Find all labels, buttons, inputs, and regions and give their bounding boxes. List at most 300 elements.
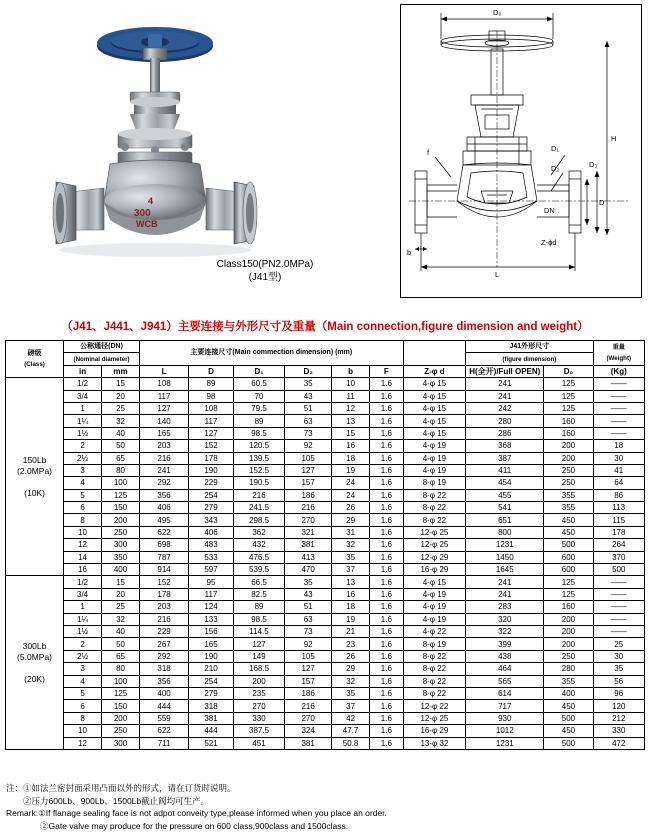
th-class-en: (Class): [24, 361, 45, 369]
table-cell: ——: [593, 402, 644, 414]
th-zd-top: [403, 341, 466, 366]
table-cell: 47.7: [332, 725, 370, 737]
table-row: [6, 551, 645, 563]
th-fig-en: (figure dimension): [466, 353, 593, 365]
table-cell: 622: [140, 725, 189, 737]
table-cell: 539.5: [233, 564, 284, 576]
table-cell: 330: [593, 725, 644, 737]
table-cell: 444: [140, 700, 189, 712]
table-cell: 216: [140, 613, 189, 625]
page-title: （J41、J441、J941）主要连接与外形尺寸及重量（Main connection,figure dimension and weight）: [61, 321, 589, 333]
table-cell: 6: [64, 700, 102, 712]
table-cell: ——: [593, 601, 644, 613]
table-cell: ——: [593, 390, 644, 402]
table-cell: 254: [189, 489, 234, 501]
class-cell: [6, 378, 64, 576]
table-cell: 283: [466, 601, 544, 613]
table-cell: 12-φ 25: [403, 539, 466, 551]
table-cell: 203: [140, 440, 189, 452]
table-cell: 470: [285, 564, 332, 576]
table-cell: 117: [189, 588, 234, 600]
photo-caption: [175, 258, 355, 284]
table-cell: 1½: [64, 625, 102, 637]
table-cell: 26: [332, 502, 370, 514]
table-row: [6, 514, 645, 526]
table-cell: 186: [285, 489, 332, 501]
table-cell: 190.5: [233, 477, 284, 489]
table-cell: 25: [102, 601, 140, 613]
table-cell: ——: [593, 613, 644, 625]
table-cell: 32: [332, 539, 370, 551]
table-cell: 1.6: [370, 440, 404, 452]
table-cell: 8-φ 22: [403, 663, 466, 675]
table-cell: 16: [332, 588, 370, 600]
table-row: [6, 712, 645, 724]
class-line: [6, 477, 63, 488]
table-cell: 165: [189, 638, 234, 650]
table-cell: 8-φ 22: [403, 650, 466, 662]
table-cell: 24: [332, 489, 370, 501]
table-cell: 1.6: [370, 502, 404, 514]
table-row: [6, 378, 645, 390]
table-cell: 150: [102, 502, 140, 514]
dim-label-D: D: [599, 198, 605, 207]
table-cell: 127: [233, 638, 284, 650]
table-cell: 1645: [466, 564, 544, 576]
table-cell: 12-φ 29: [403, 551, 466, 563]
table-cell: 117: [140, 390, 189, 402]
table-cell: 387: [466, 452, 544, 464]
table-cell: 125: [544, 588, 593, 600]
table-cell: 250: [102, 526, 140, 538]
table-cell: 10: [64, 526, 102, 538]
table-cell: 1.6: [370, 427, 404, 439]
table-cell: 500: [544, 712, 593, 724]
engineering-drawing: [400, 4, 642, 298]
table-cell: ——: [593, 427, 644, 439]
table-cell: 82.5: [233, 588, 284, 600]
table-cell: 300: [102, 737, 140, 749]
table-cell: 178: [189, 452, 234, 464]
table-cell: 229: [140, 625, 189, 637]
table-cell: 125: [102, 489, 140, 501]
table-cell: 1.6: [370, 551, 404, 563]
table-cell: 4-φ 19: [403, 452, 466, 464]
table-cell: 280: [466, 415, 544, 427]
table-cell: 1.6: [370, 452, 404, 464]
table-cell: 320: [466, 613, 544, 625]
table-cell: 200: [544, 625, 593, 637]
table-cell: 298.5: [233, 514, 284, 526]
table-cell: 12: [332, 402, 370, 414]
spec-table: [5, 340, 645, 750]
table-cell: 32: [332, 675, 370, 687]
table-cell: 165: [140, 427, 189, 439]
table-row: [6, 613, 645, 625]
table-cell: 280: [544, 663, 593, 675]
th-D: D: [189, 365, 234, 377]
table-cell: 25: [593, 638, 644, 650]
table-cell: 286: [466, 427, 544, 439]
table-cell: 413: [285, 551, 332, 563]
th-main: [140, 341, 404, 366]
table-cell: 89: [233, 415, 284, 427]
th-Zd: Z-φ d: [403, 365, 466, 377]
th-class-cn: 磅级: [27, 350, 42, 358]
table-row: [6, 625, 645, 637]
table-cell: 63: [285, 613, 332, 625]
table-cell: 241: [466, 378, 544, 390]
table-cell: 4: [64, 477, 102, 489]
table-cell: 100: [102, 675, 140, 687]
table-cell: ——: [593, 588, 644, 600]
table-row: [6, 564, 645, 576]
table-cell: 432: [233, 539, 284, 551]
table-cell: 651: [466, 514, 544, 526]
table-cell: 108: [140, 378, 189, 390]
table-cell: 14: [64, 551, 102, 563]
remark-line-3: Remark:①If flanage sealing face is not adpot conveity type,please informed when you place an order.: [6, 808, 387, 818]
table-row: [6, 663, 645, 675]
table-cell: 16: [64, 564, 102, 576]
table-cell: 32: [102, 415, 140, 427]
table-row: [6, 725, 645, 737]
table-cell: 1.6: [370, 725, 404, 737]
th-weight-unit: (Kg): [593, 365, 644, 377]
table-cell: 250: [544, 464, 593, 476]
table-cell: 930: [466, 712, 544, 724]
class-cell: [6, 576, 64, 749]
table-row: [6, 427, 645, 439]
table-cell: 1.6: [370, 576, 404, 588]
table-cell: 120: [593, 700, 644, 712]
table-cell: 264: [593, 539, 644, 551]
table-cell: 241: [466, 576, 544, 588]
table-cell: 1.6: [370, 650, 404, 662]
table-cell: 324: [285, 725, 332, 737]
table-cell: 120.5: [233, 440, 284, 452]
dim-label-D0: D₀: [493, 8, 502, 17]
table-cell: 64: [593, 477, 644, 489]
table-cell: 541: [466, 502, 544, 514]
table-cell: 125: [544, 576, 593, 588]
th-in: in: [64, 365, 102, 377]
table-cell: 356: [140, 489, 189, 501]
table-cell: 4-φ 15: [403, 378, 466, 390]
table-cell: 125: [544, 390, 593, 402]
table-cell: 37: [332, 564, 370, 576]
table-cell: 454: [466, 477, 544, 489]
dim-label-D2: D₂: [551, 164, 560, 173]
table-cell: 19: [332, 613, 370, 625]
table-cell: 4-φ 19: [403, 601, 466, 613]
table-cell: 160: [544, 601, 593, 613]
table-cell: 8-φ 19: [403, 638, 466, 650]
table-cell: 250: [102, 725, 140, 737]
table-row: [6, 390, 645, 402]
table-cell: 241: [466, 588, 544, 600]
table-cell: 3: [64, 663, 102, 675]
table-cell: 1: [64, 601, 102, 613]
table-row: [6, 601, 645, 613]
table-cell: 4-φ 19: [403, 613, 466, 625]
table-cell: 1.6: [370, 712, 404, 724]
table-cell: 15: [332, 427, 370, 439]
table-cell: 29: [332, 514, 370, 526]
caption-line-1: Class150(PN2.0MPa): [216, 259, 314, 270]
table-cell: 73: [285, 427, 332, 439]
table-cell: 1.6: [370, 663, 404, 675]
table-cell: 125: [102, 687, 140, 699]
body-mark-material: WCB: [136, 219, 158, 229]
table-cell: 133: [189, 613, 234, 625]
table-cell: 1/2: [64, 576, 102, 588]
dim-label-b: b: [407, 248, 412, 257]
table-cell: 200: [233, 675, 284, 687]
table-cell: 495: [140, 514, 189, 526]
table-row: [6, 700, 645, 712]
table-cell: 152: [189, 440, 234, 452]
table-cell: 1.6: [370, 526, 404, 538]
table-cell: 6: [64, 502, 102, 514]
table-cell: 1½: [64, 427, 102, 439]
dim-label-Zd: Z-ɸd: [541, 238, 557, 247]
table-cell: 1.6: [370, 625, 404, 637]
table-cell: 3/4: [64, 588, 102, 600]
table-cell: 4-φ 19: [403, 440, 466, 452]
table-cell: 267: [140, 638, 189, 650]
table-cell: 115: [593, 514, 644, 526]
table-cell: 565: [466, 675, 544, 687]
class-line: (10K): [24, 487, 45, 498]
remark-line-1: 注：①如法兰密封面采用凸面以外的形式，请在订货时说明。: [6, 783, 236, 793]
class-line: [6, 663, 63, 674]
table-cell: 37: [332, 700, 370, 712]
table-cell: 16-φ 29: [403, 564, 466, 576]
table-cell: 89: [233, 601, 284, 613]
table-cell: 356: [140, 675, 189, 687]
dim-label-L: L: [495, 270, 500, 279]
table-cell: 20: [102, 588, 140, 600]
table-cell: 8-φ 22: [403, 502, 466, 514]
dim-label-H: H: [611, 134, 617, 143]
table-row: [6, 502, 645, 514]
table-cell: 40: [102, 427, 140, 439]
table-cell: 65: [102, 452, 140, 464]
table-cell: 42: [332, 712, 370, 724]
table-cell: 450: [544, 514, 593, 526]
table-cell: 355: [544, 502, 593, 514]
table-cell: 2: [64, 440, 102, 452]
table-cell: 399: [466, 638, 544, 650]
table-cell: 1.6: [370, 638, 404, 650]
table-cell: 12: [64, 539, 102, 551]
table-row: [6, 526, 645, 538]
table-cell: 321: [285, 526, 332, 538]
table-cell: 15: [102, 378, 140, 390]
table-cell: 15: [102, 576, 140, 588]
table-cell: 12-φ 25: [403, 526, 466, 538]
table-cell: 343: [189, 514, 234, 526]
table-row: [6, 415, 645, 427]
table-cell: 406: [189, 526, 234, 538]
table-cell: 23: [332, 638, 370, 650]
table-cell: 400: [102, 564, 140, 576]
table-cell: 51: [285, 402, 332, 414]
table-cell: ——: [593, 378, 644, 390]
table-cell: 70: [233, 390, 284, 402]
table-cell: 98.5: [233, 427, 284, 439]
table-cell: 105: [285, 650, 332, 662]
figures-area: [0, 0, 650, 310]
table-cell: 2: [64, 638, 102, 650]
th-dn-cn: 公称通径(DN): [80, 343, 123, 351]
table-cell: 50: [102, 440, 140, 452]
table-cell: 1450: [466, 551, 544, 563]
table-row: [6, 576, 645, 588]
table-cell: 500: [544, 737, 593, 749]
table-cell: 4-φ 22: [403, 625, 466, 637]
table-cell: 31: [332, 526, 370, 538]
table-cell: 105: [285, 452, 332, 464]
table-cell: 10: [332, 378, 370, 390]
th-class: [6, 341, 64, 378]
table-cell: 13: [332, 576, 370, 588]
table-cell: 717: [466, 700, 544, 712]
table-cell: 3: [64, 464, 102, 476]
table-cell: 521: [189, 737, 234, 749]
th-main-cn: 主要连接尺寸(Main commection dimension) (mm): [190, 349, 353, 357]
th-dn: [64, 341, 140, 353]
table-cell: 127: [285, 464, 332, 476]
table-cell: 1¼: [64, 613, 102, 625]
table-cell: 35: [593, 663, 644, 675]
th-mm: mm: [102, 365, 140, 377]
table-cell: 1.6: [370, 700, 404, 712]
table-cell: 160: [544, 427, 593, 439]
th-weight: [593, 341, 644, 366]
table-cell: 1.6: [370, 601, 404, 613]
table-cell: 24: [332, 477, 370, 489]
th-fig-cn: J41外形尺寸: [509, 343, 550, 351]
table-row: [6, 588, 645, 600]
table-cell: 200: [544, 638, 593, 650]
table-cell: 330: [233, 712, 284, 724]
th-D2: D₂: [285, 365, 332, 377]
table-cell: 322: [466, 625, 544, 637]
table-cell: 186: [285, 687, 332, 699]
table-cell: 35: [285, 576, 332, 588]
table-row: [6, 737, 645, 749]
th-F: F: [370, 365, 404, 377]
table-cell: 127: [285, 663, 332, 675]
table-cell: 200: [544, 613, 593, 625]
table-cell: 156: [189, 625, 234, 637]
table-cell: 19: [332, 464, 370, 476]
table-cell: 216: [140, 452, 189, 464]
table-cell: 4-φ 19: [403, 464, 466, 476]
table-cell: 190: [189, 650, 234, 662]
table-cell: 1.6: [370, 675, 404, 687]
table-cell: 450: [544, 700, 593, 712]
table-cell: 216: [285, 700, 332, 712]
table-cell: 203: [140, 601, 189, 613]
table-cell: 235: [233, 687, 284, 699]
table-cell: 4-φ 15: [403, 576, 466, 588]
table-cell: 318: [189, 700, 234, 712]
table-cell: 16: [332, 440, 370, 452]
table-cell: 13: [332, 415, 370, 427]
class-line: 300Lb: [22, 640, 47, 651]
table-cell: 190: [189, 464, 234, 476]
table-cell: 168.5: [233, 663, 284, 675]
table-cell: 362: [233, 526, 284, 538]
table-cell: 127: [189, 427, 234, 439]
table-row: [6, 539, 645, 551]
th-D0: D₀: [544, 365, 593, 377]
table-cell: 438: [466, 650, 544, 662]
table-cell: 98: [189, 390, 234, 402]
table-cell: 614: [466, 687, 544, 699]
table-cell: 89: [189, 378, 234, 390]
table-cell: 250: [544, 650, 593, 662]
table-row: [6, 440, 645, 452]
body-mark-size: 4: [148, 196, 154, 206]
table-cell: 65: [102, 650, 140, 662]
table-cell: 500: [593, 564, 644, 576]
table-cell: 1.6: [370, 489, 404, 501]
table-cell: 1.6: [370, 539, 404, 551]
table-cell: 96: [593, 687, 644, 699]
table-cell: 1.6: [370, 477, 404, 489]
table-row: [6, 675, 645, 687]
table-cell: 35: [332, 687, 370, 699]
table-cell: 279: [189, 502, 234, 514]
table-cell: 464: [466, 663, 544, 675]
table-cell: 125: [544, 378, 593, 390]
table-cell: 597: [189, 564, 234, 576]
table-cell: 914: [140, 564, 189, 576]
table-cell: 4-φ 19: [403, 588, 466, 600]
table-cell: 5: [64, 687, 102, 699]
table-cell: 270: [285, 712, 332, 724]
table-row: [6, 477, 645, 489]
remark-line-2: ②压力600Lb、900Lb、1500Lb截止阀均可生产。: [6, 795, 210, 806]
table-cell: 229: [189, 477, 234, 489]
valve-photo: [30, 6, 280, 296]
table-cell: 80: [102, 464, 140, 476]
table-cell: 559: [140, 712, 189, 724]
table-cell: 50: [102, 638, 140, 650]
table-cell: 212: [593, 712, 644, 724]
table-row: [6, 650, 645, 662]
table-cell: 114.5: [233, 625, 284, 637]
table-cell: 400: [544, 687, 593, 699]
table-cell: 32: [102, 613, 140, 625]
table-cell: 1.6: [370, 564, 404, 576]
th-D1: D₁: [233, 365, 284, 377]
table-cell: 241.5: [233, 502, 284, 514]
table-cell: 100: [102, 477, 140, 489]
table-cell: 622: [140, 526, 189, 538]
table-cell: 16-φ 29: [403, 725, 466, 737]
table-cell: 8-φ 22: [403, 675, 466, 687]
table-cell: 241: [466, 390, 544, 402]
table-cell: 8: [64, 712, 102, 724]
table-cell: 4: [64, 675, 102, 687]
table-cell: 1.6: [370, 514, 404, 526]
table-cell: 18: [593, 440, 644, 452]
